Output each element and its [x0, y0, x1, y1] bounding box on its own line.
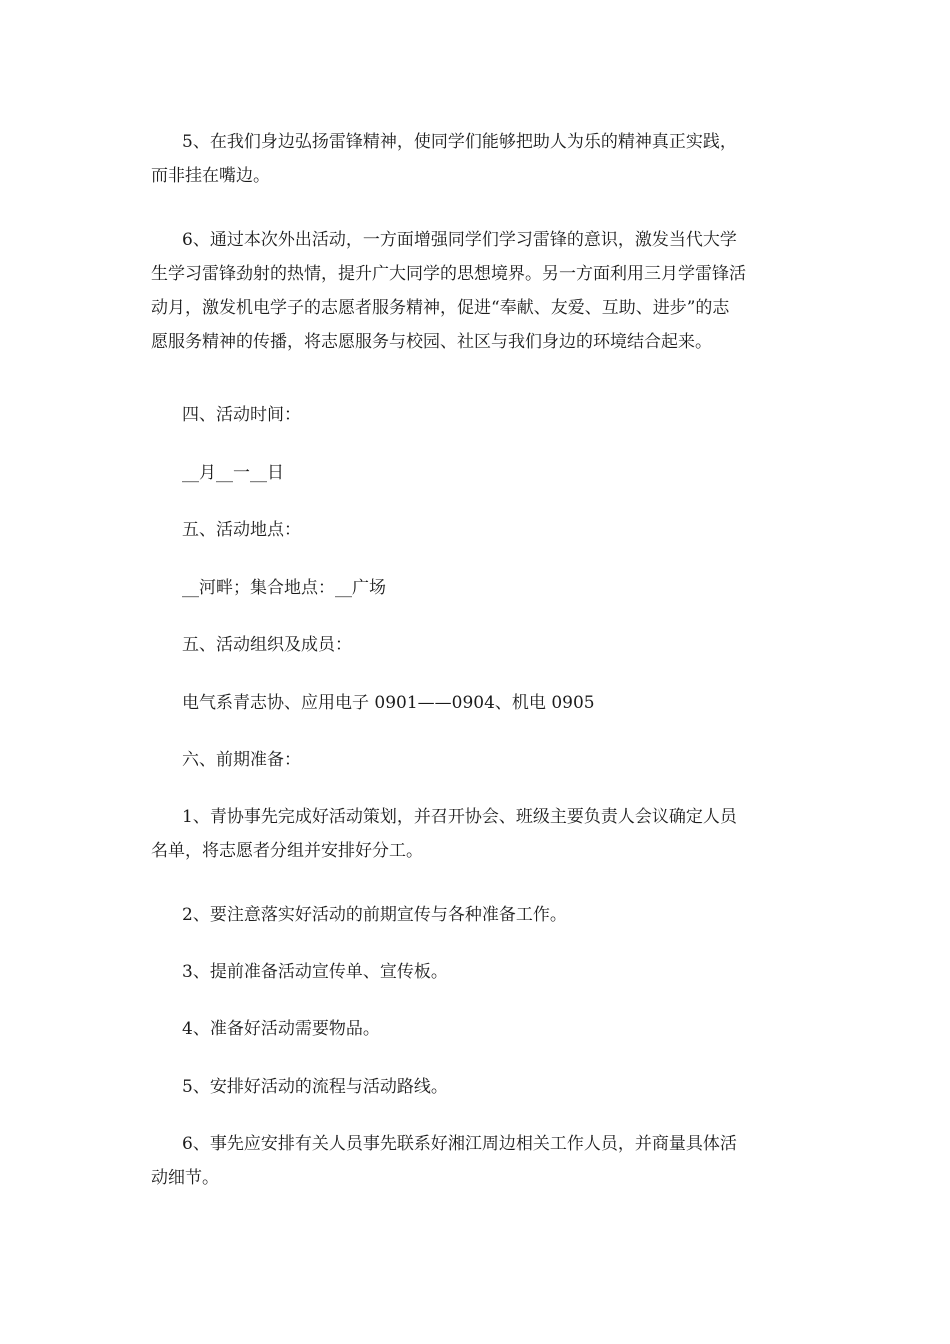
text-line: 5、在我们身边弘扬雷锋精神，使同学们能够把助人为乐的精神真正实践， — [182, 132, 737, 152]
text-line: 电气系青志协、应用电子 0901——0904、机电 0905 — [182, 693, 595, 713]
text-line: 6、通过本次外出活动，一方面增强同学们学习雷锋的意识，激发当代大学 — [182, 230, 737, 250]
text-line: 3、提前准备活动宣传单、宣传板。 — [182, 962, 448, 982]
organization-members — [151, 686, 801, 720]
text-line: 5、安排好活动的流程与活动路线。 — [182, 1077, 448, 1097]
text-line: 动细节。 — [151, 1168, 219, 1188]
text-line: 五、活动地点： — [182, 520, 301, 540]
heading-organization-members — [151, 628, 801, 662]
heading-activity-time — [151, 398, 801, 432]
text-line: 动月，激发机电学子的志愿者服务精神，促进“奉献、友爱、互助、进步”的志 — [151, 298, 730, 318]
paragraph-item-6-purpose — [151, 223, 801, 359]
heading-activity-location — [151, 513, 801, 547]
text-line: 4、准备好活动需要物品。 — [182, 1019, 380, 1039]
activity-date — [151, 456, 801, 490]
prep-item-1 — [151, 800, 801, 868]
activity-location — [151, 571, 801, 605]
text-line: 四、活动时间： — [182, 405, 301, 425]
heading-preparation — [151, 743, 801, 777]
prep-item-3 — [151, 955, 801, 989]
prep-item-4 — [151, 1012, 801, 1046]
paragraph-item-5-spread — [151, 125, 801, 193]
text-line: 愿服务精神的传播，将志愿服务与校园、社区与我们身边的环境结合起来。 — [151, 332, 712, 352]
text-line: 生学习雷锋劲射的热情，提升广大同学的思想境界。另一方面利用三月学雷锋活 — [151, 264, 746, 284]
text-line: 6、事先应安排有关人员事先联系好湘江周边相关工作人员，并商量具体活 — [182, 1134, 737, 1154]
prep-item-5 — [151, 1070, 801, 1104]
text-line: 而非挂在嘴边。 — [151, 166, 270, 186]
text-line: 五、活动组织及成员： — [182, 635, 352, 655]
text-line: 名单，将志愿者分组并安排好分工。 — [151, 841, 423, 861]
text-line: 2、要注意落实好活动的前期宣传与各种准备工作。 — [182, 905, 567, 925]
text-line: 六、前期准备： — [182, 750, 301, 770]
text-line: 1、青协事先完成好活动策划，并召开协会、班级主要负责人会议确定人员 — [182, 807, 737, 827]
text-line: __月__一__日 — [182, 463, 284, 483]
prep-item-6 — [151, 1127, 801, 1195]
text-line: __河畔；集合地点：__广场 — [182, 578, 386, 598]
prep-item-2 — [151, 898, 801, 932]
